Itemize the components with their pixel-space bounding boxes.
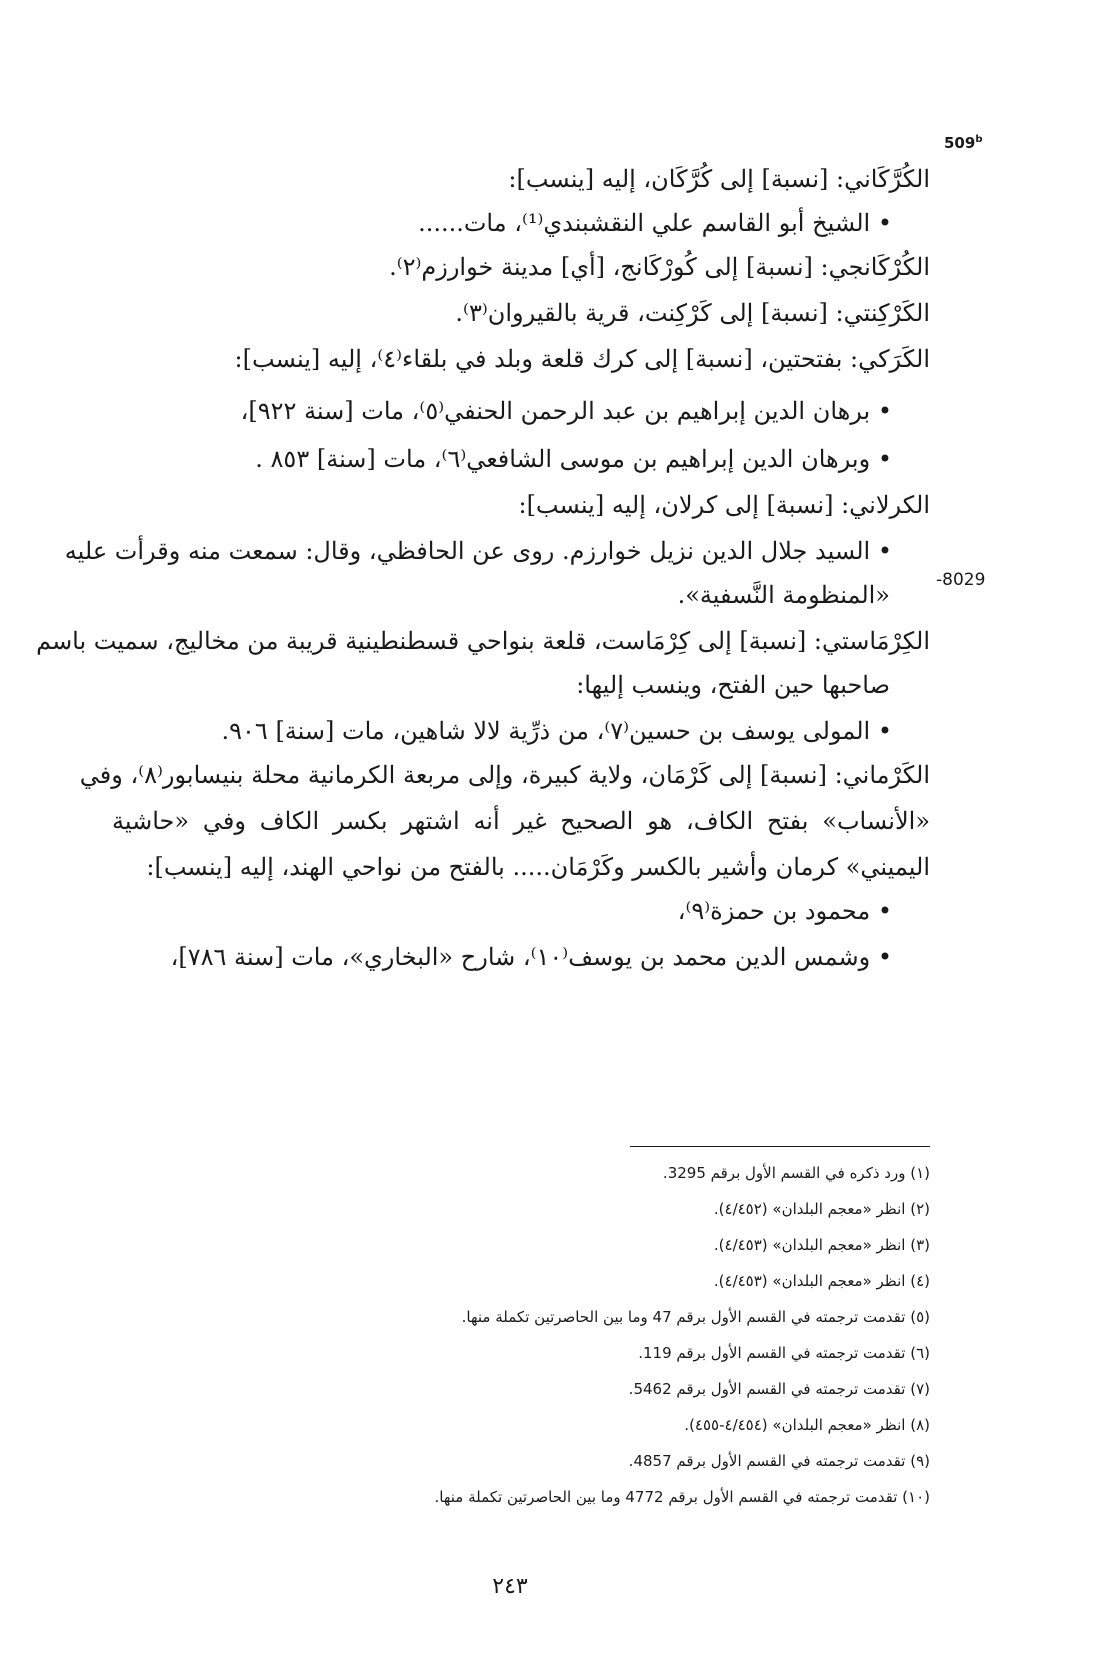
footnote: (٣) انظر «معجم البلدان» (٤/٤٥٣). <box>713 1236 930 1254</box>
footnote: (٧) تقدمت ترجمته في القسم الأول برقم 5462. <box>628 1380 930 1398</box>
footnote-separator <box>630 1146 930 1147</box>
entry-heading-karkinti: الكَرْكِنتي: [نسبة] إلى كَرْكِنت، قرية بالقيروان⁽٣⁾. <box>455 299 930 327</box>
footnote: (١٠) تقدمت ترجمته في القسم الأول برقم 4772 وما بين الحاصرتين تكملة منها. <box>434 1488 930 1506</box>
footnote: (٨) انظر «معجم البلدان» (٤/٤٥٤-٤٥٥). <box>684 1416 930 1434</box>
bullet-entry: • برهان الدين إبراهيم بن عبد الرحمن الحنفي⁽٥⁾، مات [سنة ٩٢٢]، <box>240 397 892 425</box>
entry-heading-karaki: الكَرَكي: بفتحتين، [نسبة] إلى كرك قلعة وبلد في بلقاء⁽٤⁾، إليه [ينسب]: <box>234 345 930 373</box>
footnote: (٦) تقدمت ترجمته في القسم الأول برقم 119. <box>638 1344 930 1362</box>
footnote: (١) ورد ذكره في القسم الأول برقم 3295. <box>662 1164 930 1182</box>
entry-heading-karmani: الكَرْماني: [نسبة] إلى كَرْمَان، ولاية كبيرة، وإلى مربعة الكرمانية محلة بنيسابور⁽٨⁾، وفي <box>79 761 930 789</box>
entry-number: -8029 <box>936 570 986 590</box>
manuscript-folio-marker: 509$^b$ <box>944 134 983 152</box>
bullet-entry: • محمود بن حمزة⁽٩⁾، <box>677 897 892 925</box>
entry-continuation: اليميني» كرمان وأشير بالكسر وكَرْمَان..... بالفتح من نواحي الهند، إليه [ينسب]: <box>146 853 930 881</box>
entry-continuation: «الأنساب» بفتح الكاف، هو الصحيح غير أنه اشتهر بكسر الكاف وفي «حاشية <box>112 807 930 835</box>
bullet-entry: • الشيخ أبو القاسم علي النقشبندي⁽¹⁾، مات...... <box>418 209 892 237</box>
page-number: ٢٤٣ <box>492 1574 528 1599</box>
entry-continuation: «المنظومة النَّسفية». <box>677 581 890 609</box>
bullet-entry: • وبرهان الدين إبراهيم بن موسى الشافعي⁽٦⁾، مات [سنة] ٨٥٣ . <box>255 445 892 473</box>
entry-heading-karrakani: الكُرَّكَاني: [نسبة] إلى كُرَّكَان، إليه [ينسب]: <box>508 165 930 193</box>
footnote: (٤) انظر «معجم البلدان» (٤/٤٥٣). <box>713 1272 930 1290</box>
entry-continuation: صاحبها حين الفتح، وينسب إليها: <box>576 671 890 699</box>
entry-heading-kurkanji: الكُرْكَانجي: [نسبة] إلى كُورْكَانج، [أي] مدينة خوارزم⁽٢⁾. <box>389 253 930 281</box>
footnote: (٩) تقدمت ترجمته في القسم الأول برقم 4857. <box>628 1452 930 1470</box>
entry-heading-karlani: الكرلاني: [نسبة] إلى كرلان، إليه [ينسب]: <box>518 491 930 519</box>
bullet-entry: • السيد جلال الدين نزيل خوارزم. روى عن الحافظي، وقال: سمعت منه وقرأت عليه <box>64 537 892 565</box>
bullet-entry: • المولى يوسف بن حسين⁽٧⁾، من ذرِّية لالا شاهين، مات [سنة] ٩٠٦. <box>221 717 892 745</box>
bullet-entry: • وشمس الدين محمد بن يوسف⁽١٠⁾، شارح «البخاري»، مات [سنة ٧٨٦]، <box>170 943 892 971</box>
entry-heading-kirmasti: الكِرْمَاستي: [نسبة] إلى كِرْمَاست، قلعة بنواحي قسطنطينية قريبة من مخاليج، سميت باسم <box>36 627 930 655</box>
footnote: (٢) انظر «معجم البلدان» (٤/٤٥٢). <box>713 1200 930 1218</box>
footnote: (٥) تقدمت ترجمته في القسم الأول برقم 47 وما بين الحاصرتين تكملة منها. <box>461 1308 930 1326</box>
